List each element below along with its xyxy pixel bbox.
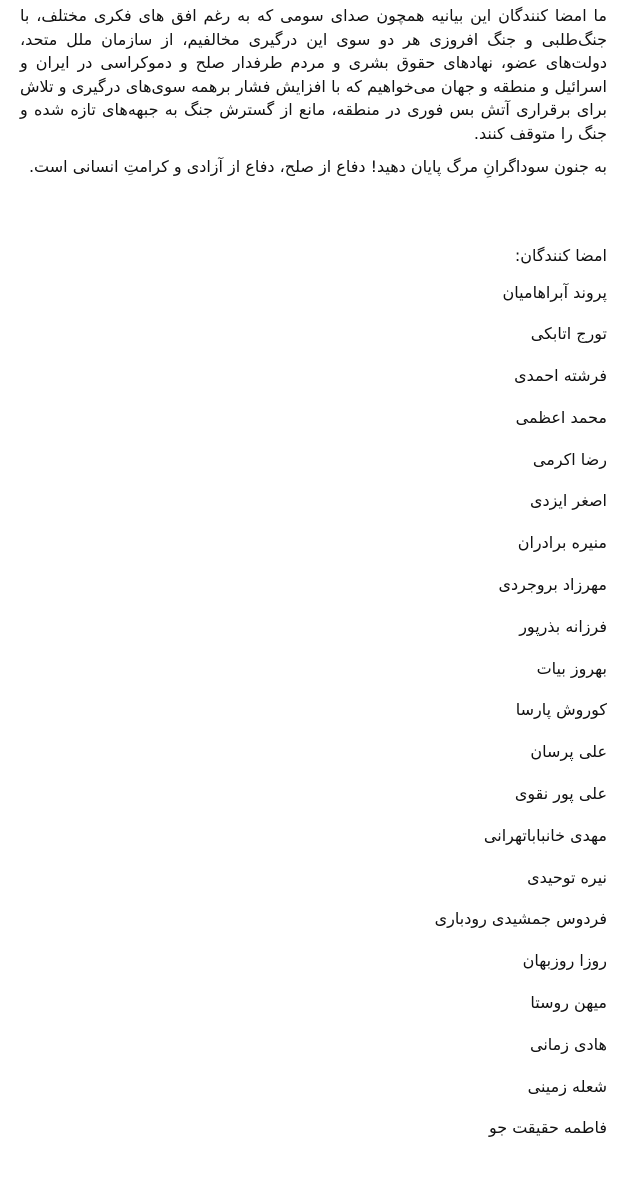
signer-name: اصغر ایزدی	[529, 491, 607, 511]
signer-name: فرزانه بذرپور	[519, 616, 607, 636]
signer-name: مهدی خانباباتهرانی	[483, 825, 607, 845]
signer-name: پروند آبراهامیان	[502, 282, 607, 302]
signer-name: محمد اعظمی	[515, 407, 607, 427]
signer-name: بهروز بیات	[536, 658, 607, 678]
signers-section	[20, 245, 607, 1150]
signer-name: منیره برادران	[517, 533, 607, 553]
signer-name: شعله زمینی	[527, 1076, 607, 1096]
statement-body	[20, 4, 607, 179]
signer-name: مهرزاد بروجردی	[498, 575, 607, 595]
signer-name: نیره توحیدی	[527, 867, 607, 887]
signer-name: فاطمه حقیقت جو	[488, 1118, 607, 1138]
signer-name: کوروش پارسا	[515, 700, 607, 720]
signer-name: تورج اتابکی	[530, 324, 607, 344]
signer-name: میهن روستا	[530, 993, 607, 1013]
signers-list	[20, 272, 607, 1150]
statement-paragraph-2: به جنون سوداگرانِ مرگ پایان دهید! دفاع از صلح، دفاع از آزادی و کرامتِ انسانی است.	[28, 157, 607, 176]
signer-name: رضا اکرمی	[532, 449, 607, 469]
signer-name: فرشته احمدی	[514, 366, 607, 386]
statement-paragraph-1: ما امضا کنندگان این بیانیه همچون صدای سومی که به رغم افق های فکری مختلف، با جنگ‌طلبی و جنگ افروزی هر دو سوی این درگیری مخالفیم، از سازمان ملل متحد، دولت‌های عضو، نهادهای حقوق بشری و مردم طرفدار صلح و دموکراسی در ایران و اسرائیل و منطقه و جهان می‌خواهیم که با افزایش فشار برهمه سوی‌های درگیری و تلاش برای برقراری آتش بس فوری در منطقه، مانع از گسترش جنگ به جبهه‌های تازه شده و جنگ را متوقف کنند.	[20, 6, 607, 143]
signer-name: علی پرسان	[530, 742, 607, 762]
signers-heading: امضا کنندگان:	[514, 245, 607, 265]
signer-name: روزا روزبهان	[522, 951, 607, 971]
signer-name: فردوس جمشیدی رودباری	[434, 909, 607, 929]
signer-name: هادی زمانی	[529, 1034, 607, 1054]
signer-name: علی پور نقوی	[514, 784, 607, 804]
